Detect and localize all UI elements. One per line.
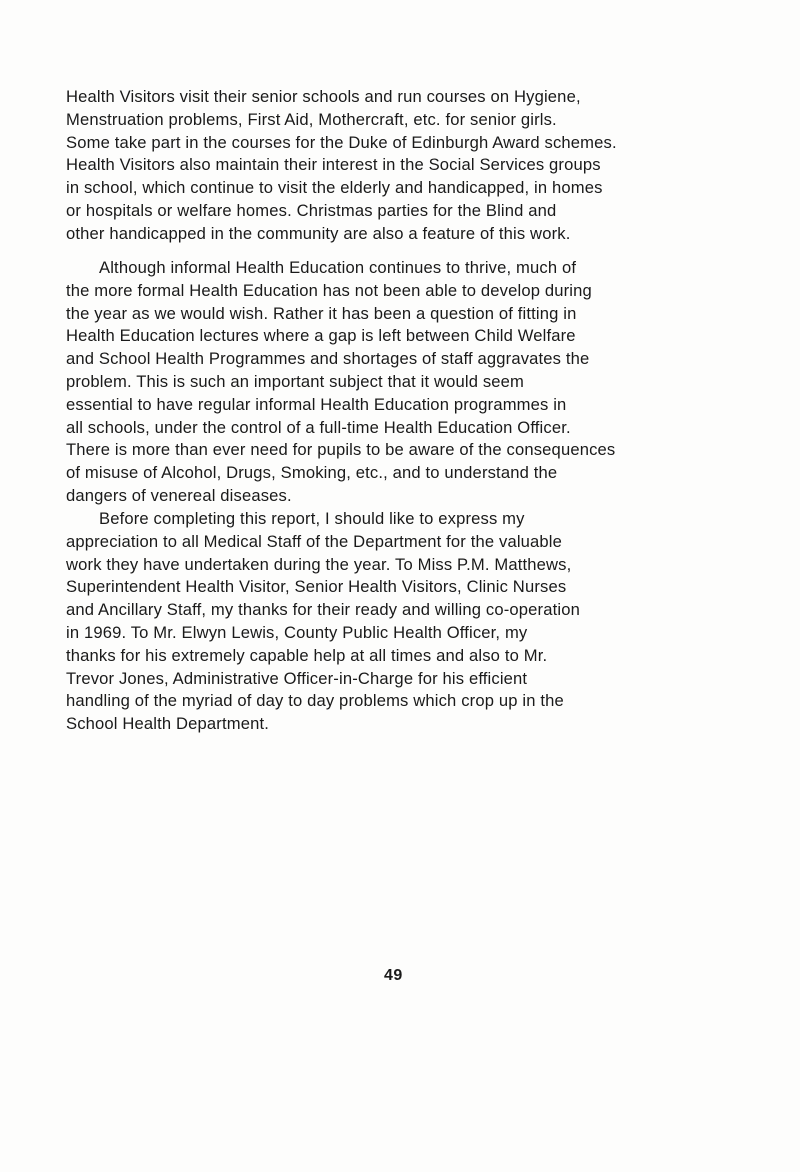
text-line: There is more than ever need for pupils to be aware of the consequences [66, 440, 616, 460]
text-line: Health Visitors visit their senior schools and run courses on Hygiene, [66, 87, 581, 106]
text-line: all schools, under the control of a full-time Health Education Officer. [66, 417, 571, 437]
paragraph-health-visitors [66, 86, 766, 246]
text-line: thanks for his extremely capable help at all times and also to Mr. [66, 645, 548, 665]
text-line: handling of the myriad of day to day problems which crop up in the [66, 691, 564, 711]
text-line: Menstruation problems, First Aid, Mothercraft, etc. for senior girls. [66, 109, 557, 129]
text-line: or hospitals or welfare homes. Christmas parties for the Blind and [66, 200, 557, 220]
text-line: in 1969. To Mr. Elwyn Lewis, County Public Health Officer, my [66, 622, 528, 642]
page-number: 49 [384, 967, 403, 984]
text-line: essential to have regular informal Health Education programmes in [66, 394, 567, 414]
text-line: other handicapped in the community are also a feature of this work. [66, 223, 571, 243]
text-line: appreciation to all Medical Staff of the Department for the valuable [66, 531, 563, 551]
text-line: Although informal Health Education continues to thrive, much of [99, 258, 577, 277]
text-line: and Ancillary Staff, my thanks for their ready and willing co-operation [66, 600, 580, 620]
text-line: problem. This is such an important subject that it would seem [66, 371, 525, 391]
text-line: Before completing this report, I should like to express my [99, 509, 525, 528]
text-line: Superintendent Health Visitor, Senior Health Visitors, Clinic Nurses [66, 577, 567, 597]
text-line: Some take part in the courses for the Duke of Edinburgh Award schemes. [66, 132, 617, 152]
text-line: of misuse of Alcohol, Drugs, Smoking, etc., and to understand the [66, 463, 558, 483]
text-line: in school, which continue to visit the elderly and handicapped, in homes [66, 178, 603, 198]
text-line: Health Education lectures where a gap is left between Child Welfare [66, 326, 576, 346]
paragraph-health-education [66, 257, 766, 508]
text-line: work they have undertaken during the year. To Miss P.M. Matthews, [66, 554, 572, 574]
text-line: the more formal Health Education has not been able to develop during [66, 280, 592, 300]
text-line: Health Visitors also maintain their interest in the Social Services groups [66, 155, 601, 175]
text-line: Trevor Jones, Administrative Officer-in-Charge for his efficient [66, 668, 528, 688]
text-line: dangers of venereal diseases. [66, 485, 292, 505]
text-line: and School Health Programmes and shortages of staff aggravates the [66, 349, 590, 369]
text-line: School Health Department. [66, 714, 269, 734]
text-line: the year as we would wish. Rather it has been a question of fitting in [66, 303, 577, 323]
paragraph-appreciation [66, 508, 766, 736]
